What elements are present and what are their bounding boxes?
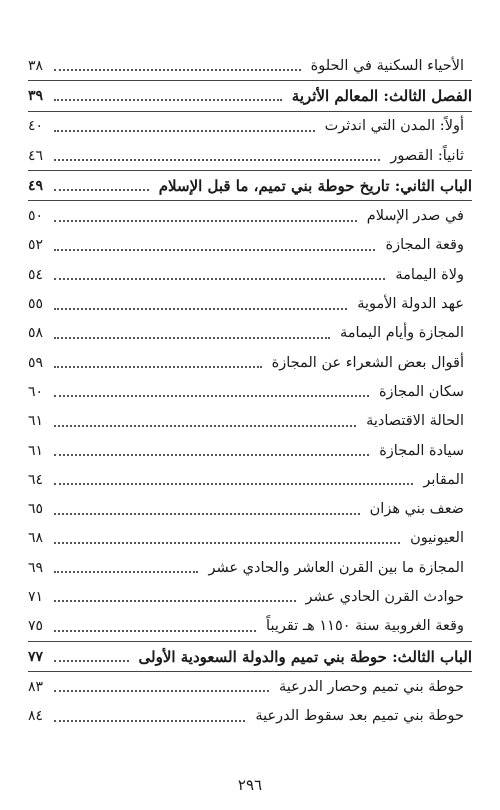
toc-entry-title: حوطة بني تميم بعد سقوط الدرعية xyxy=(249,708,472,724)
dot-leader xyxy=(54,453,369,456)
toc-entry-page: ٦٥ xyxy=(28,501,44,518)
toc-entry-title: ثانياً: القصور xyxy=(384,148,472,164)
dot-leader xyxy=(54,248,375,251)
toc-entry-title: ضعف بني هزان xyxy=(364,501,472,517)
toc-entry-title: ولاة اليمامة xyxy=(389,267,472,283)
toc-entry-page: ٤٦ xyxy=(28,147,44,164)
dot-leader xyxy=(54,541,400,544)
toc-entry xyxy=(28,553,472,582)
toc-entry-title: أقوال بعض الشعراء عن المجازة xyxy=(266,355,472,371)
toc-entry xyxy=(28,260,472,289)
toc-entry-page: ٦٤ xyxy=(28,471,44,488)
toc-entry-page: ٨٤ xyxy=(28,708,44,725)
toc-entry-title: العيونيون xyxy=(404,530,472,546)
toc-entry-page: ٥٤ xyxy=(28,266,44,283)
toc-entry-page: ٤٠ xyxy=(28,118,44,135)
dot-leader xyxy=(54,719,245,722)
table-of-contents xyxy=(28,51,472,731)
dot-leader xyxy=(54,129,315,132)
dot-leader xyxy=(54,158,380,161)
toc-entry xyxy=(28,377,472,406)
toc-entry xyxy=(28,436,472,465)
toc-entry-page: ٦١ xyxy=(28,413,44,430)
toc-entry xyxy=(28,407,472,436)
toc-entry-title: سيادة المجازة xyxy=(373,443,472,459)
toc-entry-page: ٧١ xyxy=(28,588,44,605)
toc-entry-title: حوادث القرن الحادي عشر xyxy=(300,589,472,605)
toc-entry-page: ٥٨ xyxy=(28,325,44,342)
toc-entry xyxy=(28,702,472,731)
toc-entry xyxy=(28,465,472,494)
toc-entry-title: عهد الدولة الأموية xyxy=(351,296,472,312)
dot-leader xyxy=(54,424,356,427)
toc-entry-page: ٣٩ xyxy=(28,87,44,104)
toc-entry-title: الأحياء السكنية في الحلوة xyxy=(305,58,472,74)
dot-leader xyxy=(54,629,256,632)
toc-entry-page: ٧٥ xyxy=(28,618,44,635)
toc-section-heading xyxy=(28,171,472,201)
toc-entry xyxy=(28,51,472,81)
dot-leader xyxy=(54,659,129,662)
toc-section-heading xyxy=(28,81,472,111)
toc-entry-title: وقعة المجازة xyxy=(379,237,472,253)
dot-leader xyxy=(54,599,296,602)
toc-entry xyxy=(28,289,472,318)
dot-leader xyxy=(54,689,269,692)
toc-entry-page: ٨٣ xyxy=(28,678,44,695)
toc-entry xyxy=(28,112,472,141)
toc-entry xyxy=(28,524,472,553)
dot-leader xyxy=(54,219,357,222)
toc-entry-page: ٦٨ xyxy=(28,530,44,547)
toc-entry xyxy=(28,582,472,611)
dot-leader xyxy=(54,336,330,339)
toc-entry-page: ٦١ xyxy=(28,442,44,459)
toc-entry-title: وقعة الغروبية سنة ١١٥٠ هـ تقريباً xyxy=(260,618,472,634)
dot-leader xyxy=(54,482,413,485)
dot-leader xyxy=(54,277,385,280)
dot-leader xyxy=(54,188,149,191)
toc-entry-title: في صدر الإسلام xyxy=(361,208,472,224)
dot-leader xyxy=(54,394,369,397)
dot-leader xyxy=(54,512,360,515)
toc-entry xyxy=(28,612,472,642)
toc-entry xyxy=(28,201,472,230)
toc-entry xyxy=(28,672,472,701)
toc-entry xyxy=(28,348,472,377)
toc-entry-title: المجازة وأيام اليمامة xyxy=(334,325,472,341)
toc-entry-page: ٥٩ xyxy=(28,354,44,371)
toc-entry xyxy=(28,319,472,348)
toc-entry-title: المجازة ما بين القرن العاشر والحادي عشر xyxy=(202,560,472,576)
toc-entry-title: حوطة بني تميم وحصار الدرعية xyxy=(273,679,472,695)
dot-leader xyxy=(54,68,301,71)
toc-section-heading xyxy=(28,642,472,672)
toc-entry-page: ٦٩ xyxy=(28,559,44,576)
toc-entry-page: ٥٢ xyxy=(28,237,44,254)
toc-entry-page: ٧٧ xyxy=(28,648,44,665)
toc-entry-page: ٥٥ xyxy=(28,296,44,313)
toc-entry-title: الباب الثالث: حوطة بني تميم والدولة السعودية الأولى xyxy=(133,648,473,666)
toc-entry-title: الحالة الاقتصادية xyxy=(360,413,472,429)
page-number: ٢٩٦ xyxy=(237,776,263,794)
dot-leader xyxy=(54,570,198,573)
toc-entry-title: الباب الثاني: تاريخ حوطة بني تميم، ما قبل الإسلام xyxy=(153,177,472,195)
toc-entry xyxy=(28,494,472,523)
toc-entry xyxy=(28,231,472,260)
toc-entry-page: ٣٨ xyxy=(28,57,44,74)
dot-leader xyxy=(54,98,282,101)
toc-entry-page: ٥٠ xyxy=(28,208,44,225)
toc-entry-page: ٤٩ xyxy=(28,177,44,194)
dot-leader xyxy=(54,365,262,368)
toc-entry-title: سكان المجازة xyxy=(373,384,472,400)
toc-entry xyxy=(28,141,472,171)
toc-entry-title: المقابر xyxy=(417,472,472,488)
dot-leader xyxy=(54,307,347,310)
toc-entry-page: ٦٠ xyxy=(28,383,44,400)
toc-entry-title: الفصل الثالث: المعالم الأثرية xyxy=(286,87,472,105)
toc-entry-title: أولاً: المدن التي اندثرت xyxy=(319,118,472,134)
